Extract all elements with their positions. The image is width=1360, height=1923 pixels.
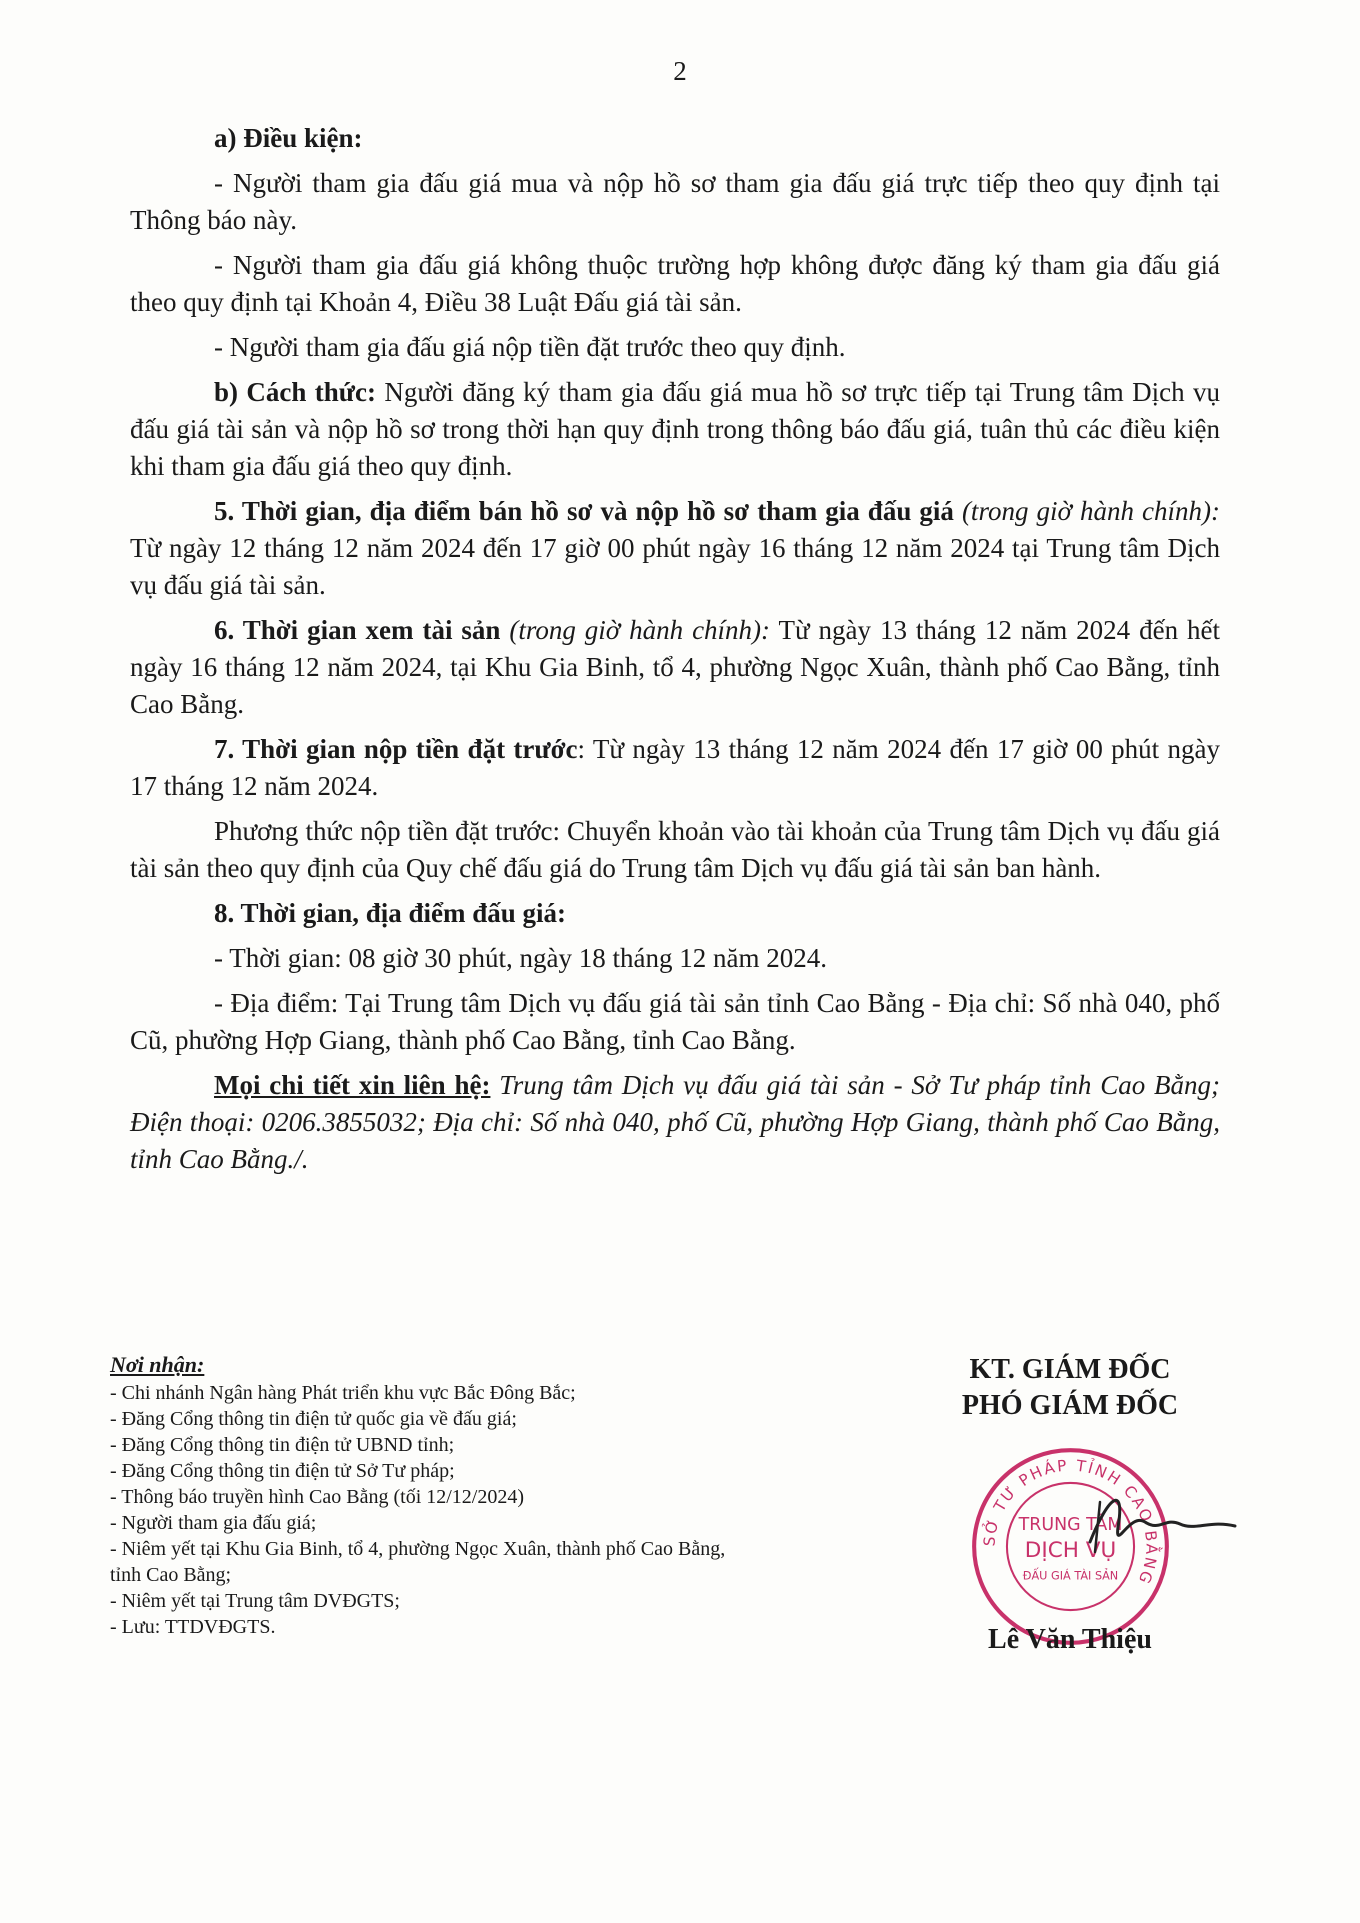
recipient-item: - Người tham gia đấu giá; [110,1512,317,1534]
contact-label: Mọi chi tiết xin liên hệ: [214,1070,491,1100]
signature-title-1: KT. GIÁM ĐỐC [969,1354,1171,1385]
section-5-note: (trong giờ hành chính): [953,496,1220,526]
document-body [130,120,1220,1186]
section-6-heading: 6. Thời gian xem tài sản [214,615,501,645]
recipients-block [110,1352,730,1640]
seal-ring-text: SỞ TƯ PHÁP TỈNH CAO BẰNG [980,1456,1161,1588]
section-b [130,374,1220,485]
section-7-heading: 7. Thời gian nộp tiền đặt trước [214,734,578,764]
section-7-text: : Từ ngày 13 tháng 12 năm 2024 đến 17 giờ 00 phút ngày 17 tháng 12 năm 2024. [130,734,1221,801]
page-number: 2 [673,56,687,86]
signature-title-2: PHÓ GIÁM ĐỐC [961,1390,1179,1421]
recipient-item: - Đăng Cổng thông tin điện tử Sở Tư pháp; [110,1460,455,1482]
seal-line-2: DỊCH VỤ [1024,1537,1117,1563]
condition-item-3: - Người tham gia đấu giá nộp tiền đặt trước theo quy định. [214,332,846,362]
recipient-item: - Niêm yết tại Trung tâm DVĐGTS; [110,1590,400,1612]
section-5-heading: 5. Thời gian, địa điểm bán hồ sơ và nộp hồ sơ tham gia đấu giá [214,496,954,526]
recipients-list [110,1380,730,1640]
section-6-note: (trong giờ hành chính): [500,615,771,645]
condition-item-2: - Người tham gia đấu giá không thuộc trường hợp không được đăng ký tham gia đấu giá theo quy định tại Khoản 4, Điều 38 Luật Đấu giá tài sản. [130,250,1220,317]
section-a-heading: a) Điều kiện: [214,123,363,153]
signer-name: Lê Văn Thiệu [988,1624,1152,1655]
recipient-item: - Niêm yết tại Khu Gia Binh, tổ 4, phường Ngọc Xuân, thành phố Cao Bằng, tỉnh Cao Bằng; [110,1538,726,1586]
section-8-heading: 8. Thời gian, địa điểm đấu giá: [214,898,567,928]
condition-item-1: - Người tham gia đấu giá mua và nộp hồ sơ tham gia đấu giá trực tiếp theo quy định tại Thông báo này. [130,168,1220,235]
recipient-item: - Đăng Cổng thông tin điện tử quốc gia về đấu giá; [110,1408,517,1430]
signature-block [900,1352,1240,1655]
contact [130,1067,1220,1178]
seal-line-1: TRUNG TÂM [1018,1515,1123,1536]
recipient-item: - Lưu: TTDVĐGTS. [110,1616,276,1638]
recipient-item: - Đăng Cổng thông tin điện tử UBND tỉnh; [110,1434,455,1456]
section-6-text: Từ ngày 13 tháng 12 năm 2024 đến hết ngày 16 tháng 12 năm 2024, tại Khu Gia Binh, tổ 4, phường Ngọc Xuân, thành phố Cao Bằng, tỉnh Cao Bằng. [130,615,1221,719]
section-b-text: Người đăng ký tham gia đấu giá mua hồ sơ trực tiếp tại Trung tâm Dịch vụ đấu giá tài sản và nộp hồ sơ trong thời hạn quy định trong thông báo đấu giá, tuân thủ các điều kiện khi tham gia đấu giá theo quy định. [130,377,1220,481]
section-b-heading: b) Cách thức: [214,377,376,407]
section-7 [130,731,1220,805]
section-5 [130,493,1220,604]
seal-line-3: ĐẤU GIÁ TÀI SẢN [1022,1569,1119,1583]
document-footer [110,1352,1240,1712]
contact-text: Trung tâm Dịch vụ đấu giá tài sản - Sở Tư pháp tỉnh Cao Bằng; Điện thoại: 0206.3855032; Địa chỉ: Số nhà 040, phố Cũ, phường Hợp Giang, thành phố Cao Bằng, tỉnh Cao Bằng./. [130,1070,1220,1174]
section-6 [130,612,1220,723]
section-5-text: Từ ngày 12 tháng 12 năm 2024 đến 17 giờ 00 phút ngày 16 tháng 12 năm 2024 tại Trung tâm Dịch vụ đấu giá tài sản. [130,533,1220,600]
handwritten-signature-icon [1070,1482,1240,1572]
auction-time: - Thời gian: 08 giờ 30 phút, ngày 18 tháng 12 năm 2024. [214,943,827,973]
recipient-item: - Thông báo truyền hình Cao Bằng (tối 12/12/2024) [110,1486,525,1508]
auction-place: - Địa điểm: Tại Trung tâm Dịch vụ đấu giá tài sản tỉnh Cao Bằng - Địa chỉ: Số nhà 040, phố Cũ, phường Hợp Giang, thành phố Cao Bằng, tỉnh Cao Bằng. [130,988,1220,1055]
recipient-item: - Chi nhánh Ngân hàng Phát triển khu vực Bắc Đông Bắc; [110,1382,576,1404]
deposit-method: Phương thức nộp tiền đặt trước: Chuyển khoản vào tài khoản của Trung tâm Dịch vụ đấu giá tài sản theo quy định của Quy chế đấu giá do Trung tâm Dịch vụ đấu giá tài sản ban hành. [130,816,1220,883]
recipients-title: Nơi nhận: [110,1352,205,1377]
